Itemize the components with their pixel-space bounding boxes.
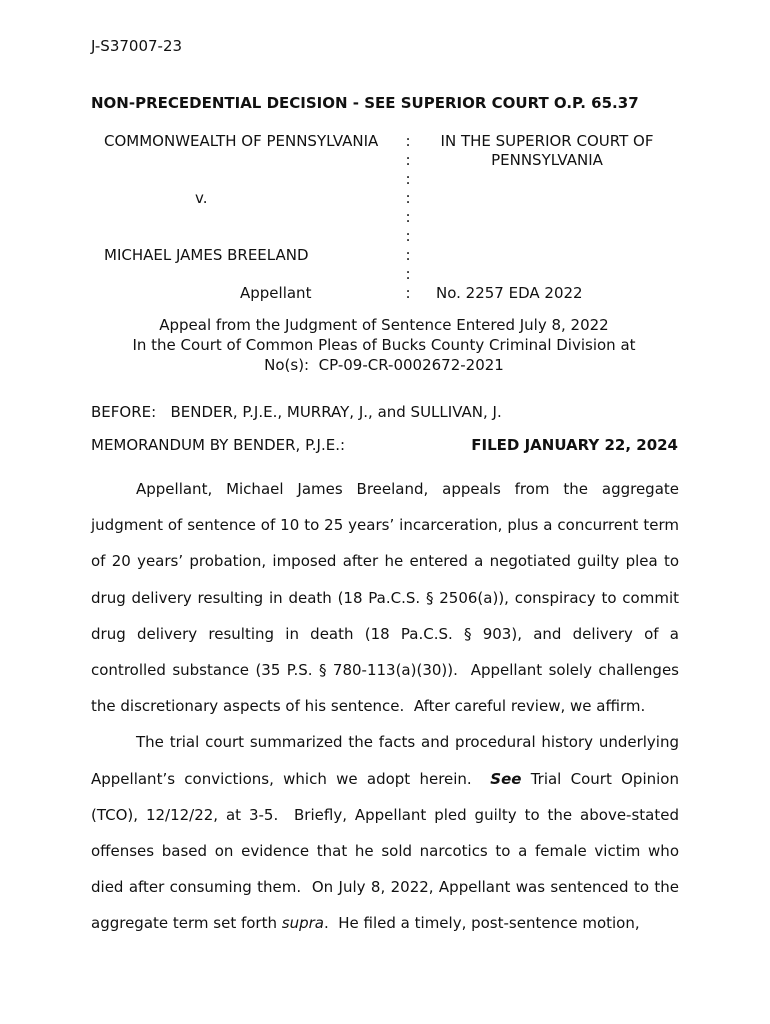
panel-before: BEFORE: BENDER, P.J.E., MURRAY, J., and SULLIVAN, J. <box>91 403 502 421</box>
caption-separator: : <box>405 208 411 226</box>
paragraph-2-part-1: The trial court summarized the facts and procedural history underlying Appellant’s convictions, which we adopt herein. <box>91 733 684 788</box>
docket-number: J-S37007-23 <box>91 37 183 55</box>
caption-plaintiff: COMMONWEALTH OF PENNSYLVANIA <box>104 132 379 150</box>
appeal-line-3: No(s): CP-09-CR-0002672-2021 <box>264 356 504 374</box>
caption-separator: : <box>405 284 411 302</box>
caption-versus: v. <box>195 189 208 207</box>
court-name: IN THE SUPERIOR COURT OF PENNSYLVANIA <box>440 132 654 169</box>
caption-separator: : <box>405 189 411 207</box>
opinion-body <box>91 471 684 942</box>
caption-separator: : <box>405 227 411 245</box>
paragraph-1: Appellant, Michael James Breeland, appeals from the aggregate judgment of sentence of 10 to 25 years’ incarceration, plus a concurrent term of 20 years’ probation, imposed after he entered a negotiated guilty plea to drug delivery resulting in death (18 Pa.C.S. § 2506(a)), conspiracy to commit drug delivery resulting in death (18 Pa.C.S. § 903), and delivery of a controlled substance (35 P.S. § 780-113(a)(30)). Appellant solely challenges the discretionary aspects of his sentence. After careful review, we affirm. <box>91 480 684 716</box>
filed-date: FILED JANUARY 22, 2024 <box>471 436 678 454</box>
appeal-info <box>86 315 682 375</box>
caption-defendant: MICHAEL JAMES BREELAND <box>104 246 309 264</box>
paragraph-2-part-3: . He filed a timely, post-sentence motion, <box>323 914 640 933</box>
caption-role: Appellant <box>240 284 312 302</box>
caption-separator: : <box>405 151 411 169</box>
appeal-line-2: In the Court of Common Pleas of Bucks County Criminal Division at <box>132 336 636 354</box>
caption-separator: : <box>405 265 411 283</box>
signal-see: See <box>490 769 522 788</box>
memorandum-author: MEMORANDUM BY BENDER, P.J.E.: <box>91 436 346 454</box>
decision-heading: NON-PRECEDENTIAL DECISION - SEE SUPERIOR COURT O.P. 65.37 <box>91 94 639 112</box>
term-supra: supra <box>281 914 324 933</box>
paragraph-2-part-2: Trial Court Opinion (TCO), 12/12/22, at 3-5. Briefly, Appellant pled guilty to the above-stated offenses based on evidence that he sold narcotics to a female victim who died after consuming them. On July 8, 2022, Appellant was sentenced to the aggregate term set forth <box>91 769 684 933</box>
caption-separator-column <box>403 132 413 303</box>
paragraph-2 <box>91 724 684 941</box>
caption-separator: : <box>405 132 411 150</box>
caption-separator: : <box>405 170 411 188</box>
case-number: No. 2257 EDA 2022 <box>436 284 583 302</box>
caption-separator: : <box>405 246 411 264</box>
appeal-line-1: Appeal from the Judgment of Sentence Entered July 8, 2022 <box>159 316 609 334</box>
